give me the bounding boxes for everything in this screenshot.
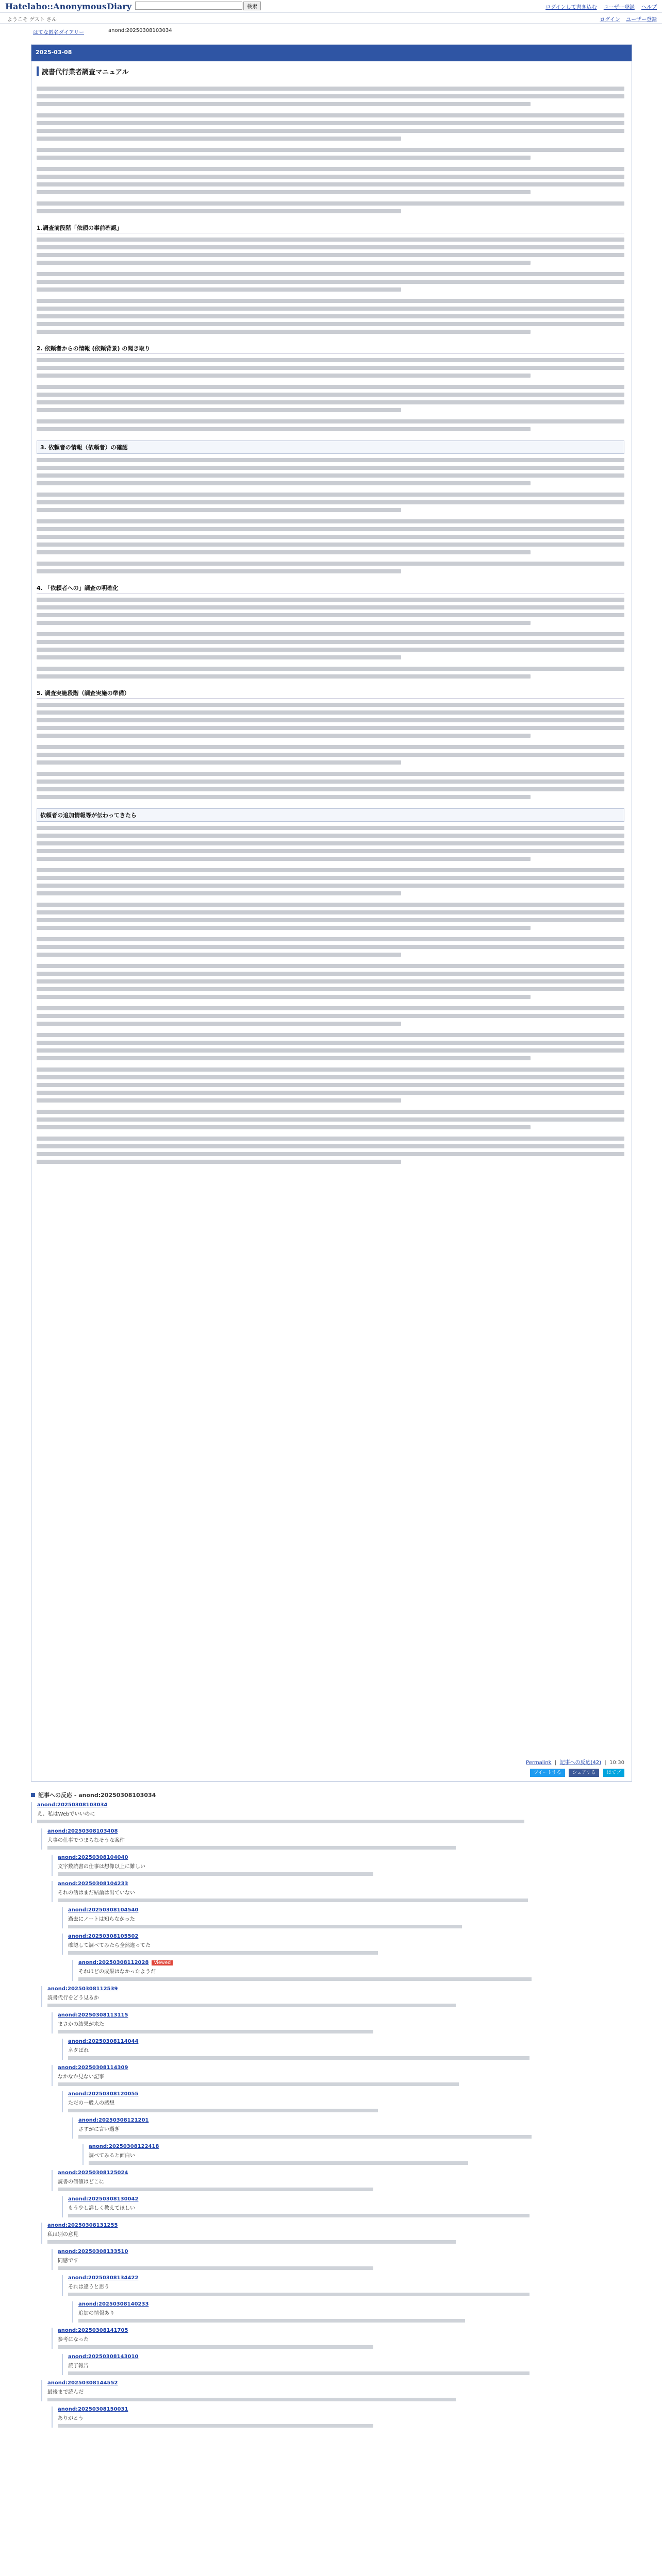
reaction-link[interactable]: anond:20250308104540 (68, 1907, 139, 1913)
reaction-item (41, 2223, 631, 2244)
share-facebook-button[interactable]: シェアする (569, 1769, 599, 1777)
reaction-link[interactable]: anond:20250308141705 (58, 2328, 128, 2333)
paragraph (37, 167, 624, 194)
section-heading: 1.調査前段階「依頼の事前確認」 (37, 223, 624, 233)
article-body (37, 83, 624, 1171)
reactions-link[interactable]: 記事への反応(42) (559, 1760, 602, 1766)
paragraph (37, 1110, 624, 1129)
permalink-link[interactable]: Permalink (526, 1760, 552, 1766)
paragraph (37, 148, 624, 160)
reaction-link[interactable]: anond:20250308114044 (68, 2039, 139, 2044)
reaction-item (82, 2144, 631, 2165)
paragraph (37, 868, 624, 895)
breadcrumb-current: anond:20250308103034 (108, 28, 172, 33)
top-link-register[interactable]: ユーザー登録 (603, 5, 635, 10)
reaction-head (58, 2249, 631, 2255)
reaction-link[interactable]: anond:20250308120055 (68, 2091, 139, 2097)
reaction-link[interactable]: anond:20250308114309 (58, 2065, 128, 2071)
reaction-head (68, 2196, 631, 2202)
sub-nav-links (595, 15, 657, 23)
reaction-item (52, 2170, 631, 2191)
reaction-item (62, 2196, 631, 2217)
reaction-item (52, 1855, 631, 1876)
paragraph (37, 937, 624, 957)
paragraph (37, 632, 624, 659)
reaction-item (62, 1934, 631, 1955)
reaction-text-line (68, 2293, 529, 2296)
reaction-text-line (68, 1925, 462, 1928)
reaction-item (52, 2249, 631, 2270)
reaction-text: 調べてみると面白い (89, 2153, 135, 2159)
search-button[interactable]: 検索 (243, 2, 261, 10)
reaction-text-line (58, 2188, 373, 2191)
reaction-link[interactable]: anond:20250308131255 (47, 2223, 118, 2228)
reaction-text: それの話はまだ結論は出ていない (58, 1890, 135, 1896)
breadcrumb (0, 27, 662, 37)
reaction-text-line (58, 2030, 373, 2033)
section-heading: 5. 調査実施段階（調査実施の準備） (37, 688, 624, 699)
paragraph (37, 519, 624, 554)
paragraph (37, 667, 624, 679)
reaction-tree-title: 記事への反応 - anond:20250308103034 (31, 1791, 631, 1799)
reaction-text-line (89, 2161, 468, 2165)
reaction-head (68, 1934, 631, 1939)
reaction-link[interactable]: anond:20250308122418 (89, 2144, 159, 2149)
search-input[interactable] (135, 2, 242, 10)
reaction-item (72, 1960, 631, 1981)
paragraph (37, 1137, 624, 1164)
article-box (31, 44, 632, 1782)
post-time: 10:30 (609, 1760, 624, 1766)
paragraph (37, 826, 624, 861)
reaction-link[interactable]: anond:20250308103034 (37, 1802, 108, 1808)
reaction-text: 同感です (58, 2258, 78, 2264)
reaction-item (41, 2380, 631, 2401)
reaction-link[interactable]: anond:20250308104040 (58, 1855, 128, 1860)
reaction-text-line (47, 2240, 456, 2244)
login-link[interactable]: ログイン (600, 17, 620, 23)
reaction-item (52, 2065, 631, 2086)
paragraph (37, 238, 624, 265)
paragraph (37, 299, 624, 334)
reaction-text-line (58, 2345, 373, 2349)
reaction-text: え、私はWebでいいのに (37, 1811, 95, 1817)
reaction-link[interactable]: anond:20250308112028 (78, 1960, 149, 1965)
reaction-text: 確認して調べてみたら全然違ってた (68, 1943, 151, 1948)
reaction-text-line (47, 2398, 456, 2401)
reaction-link[interactable]: anond:20250308150031 (58, 2406, 128, 2412)
reaction-head (68, 1907, 631, 1913)
paragraph (37, 562, 624, 573)
reaction-text: 読書の価値はどこに (58, 2179, 104, 2185)
paragraph (37, 87, 624, 106)
reaction-text-line (37, 1820, 524, 1823)
reaction-link[interactable]: anond:20250308125024 (58, 2170, 128, 2176)
reaction-head (68, 2275, 631, 2281)
reaction-item (52, 2328, 631, 2349)
reaction-head (37, 1802, 631, 1808)
article-title[interactable]: 読書代行業者調査マニュアル (37, 66, 128, 76)
reaction-text-line (78, 2319, 465, 2323)
reaction-text-line (58, 2082, 459, 2086)
reaction-item (62, 1907, 631, 1928)
reaction-head (47, 2380, 631, 2386)
paragraph (37, 458, 624, 485)
top-link-write[interactable]: ログインして書き込む (545, 5, 597, 10)
reaction-item (41, 1986, 631, 2007)
reaction-head (78, 2301, 631, 2307)
paragraph (37, 1006, 624, 1026)
section-heading: 2. 依頼者からの情報 (依頼背景) の聞き取り (37, 343, 624, 354)
reaction-text: なかなか見ない記事 (58, 2074, 104, 2080)
share-hatebu-button[interactable]: はてブ (603, 1769, 624, 1777)
reaction-item (52, 2406, 631, 2428)
reaction-text-line (78, 2135, 532, 2139)
article-header-bar (31, 45, 632, 61)
paragraph (37, 1033, 624, 1060)
top-link-help[interactable]: ヘルプ (641, 5, 657, 10)
reaction-head (68, 2354, 631, 2360)
welcome-text: ようこそ ゲスト さん (7, 17, 57, 23)
square-icon (31, 1793, 35, 1797)
reaction-text: 追加の情報あり (78, 2311, 114, 2316)
breadcrumb-home[interactable]: はてな匿名ダイアリー (33, 30, 85, 36)
section-heading: 依頼者の追加情報等が伝わってきたら (37, 808, 624, 822)
site-logo[interactable]: Hatelabo::AnonymousDiary (5, 2, 132, 11)
reaction-text-line (68, 2214, 529, 2217)
reaction-tree (31, 1791, 631, 2433)
section-heading: 4. 「依頼者への」調査の明確化 (37, 583, 624, 594)
reaction-text: 参考になった (58, 2337, 89, 2343)
reaction-item (72, 2301, 631, 2323)
paragraph (37, 358, 624, 378)
reaction-text: まさかの結果が来た (58, 2022, 104, 2027)
reaction-text: 私は別の意見 (47, 2232, 78, 2238)
reaction-text-line (68, 1951, 378, 1955)
paragraph (37, 385, 624, 412)
reaction-head (68, 2039, 631, 2044)
reaction-head (78, 1960, 631, 1965)
reaction-head (78, 2117, 631, 2123)
reaction-head (58, 1881, 631, 1887)
register-link[interactable]: ユーザー登録 (626, 17, 657, 23)
reaction-item (52, 2012, 631, 2033)
top-bar (0, 0, 662, 13)
reaction-item (62, 2275, 631, 2296)
reaction-text: 大事の仕事でつまらなそうな案件 (47, 1838, 125, 1843)
reaction-head (58, 2406, 631, 2412)
paragraph (37, 745, 624, 765)
reaction-text-line (58, 2424, 373, 2428)
reaction-head (47, 2223, 631, 2228)
reaction-item (52, 1881, 631, 1902)
reaction-head (58, 2328, 631, 2333)
reaction-list (31, 1802, 631, 2428)
reaction-text: それほどの成果はなかったようだ (78, 1969, 156, 1975)
reaction-head (47, 1828, 631, 1834)
reaction-text: ネタばれ (68, 2048, 89, 2054)
paragraph (37, 419, 624, 431)
paragraph (37, 903, 624, 930)
reaction-text-line (68, 2371, 529, 2375)
reaction-head (58, 2065, 631, 2071)
paragraph (37, 1067, 624, 1103)
reaction-head (58, 2012, 631, 2018)
reaction-text: 読書代行をどう見るか (47, 1995, 99, 2001)
reaction-link[interactable]: anond:20250308113115 (58, 2012, 128, 2018)
reaction-link[interactable]: anond:20250308144552 (47, 2380, 118, 2386)
top-links (540, 3, 657, 10)
reaction-text: 過去にノートは知らなかった (68, 1917, 135, 1922)
reaction-text: 最後まで読んだ (47, 2389, 84, 2395)
paragraph (37, 964, 624, 999)
reaction-text-line (58, 1872, 373, 1876)
reaction-link[interactable]: anond:20250308140233 (78, 2301, 149, 2307)
reaction-item (41, 1828, 631, 1850)
reaction-link[interactable]: anond:20250308105502 (68, 1934, 139, 1939)
share-buttons (528, 1768, 624, 1777)
reaction-text-line (58, 1899, 528, 1902)
permalink-row: Permalink | 記事への反応(42) | 10:30 (526, 1760, 624, 1766)
reaction-head (89, 2144, 631, 2149)
reaction-text: もう少し詳しく教えてほしい (68, 2206, 135, 2211)
section-heading: 3. 依頼者の情報（依頼者）の確認 (37, 440, 624, 454)
reaction-link[interactable]: anond:20250308133510 (58, 2249, 128, 2255)
reaction-link[interactable]: anond:20250308104233 (58, 1881, 128, 1887)
reaction-head (58, 1855, 631, 1860)
paragraph (37, 113, 624, 141)
reaction-link[interactable]: anond:20250308143010 (68, 2354, 139, 2360)
reaction-text: 文字数読書の仕事は想像以上に難しい (58, 1864, 145, 1870)
reaction-head (47, 1986, 631, 1992)
reaction-item (62, 2354, 631, 2375)
reaction-tag: Viewed (152, 1960, 173, 1965)
reaction-text-line (47, 1846, 456, 1850)
reaction-text: ただの一般人の感想 (68, 2100, 114, 2106)
paragraph (37, 772, 624, 799)
reaction-text: それは違うと思う (68, 2284, 109, 2290)
paragraph (37, 703, 624, 738)
reaction-text-line (58, 2266, 373, 2270)
reaction-item (72, 2117, 631, 2139)
reaction-head (58, 2170, 631, 2176)
sub-nav (0, 13, 662, 24)
reaction-link[interactable]: anond:20250308130042 (68, 2196, 139, 2202)
reaction-link[interactable]: anond:20250308103408 (47, 1828, 118, 1834)
reaction-text-line (68, 2056, 529, 2060)
reaction-link[interactable]: anond:20250308112539 (47, 1986, 118, 1992)
reaction-link[interactable]: anond:20250308121201 (78, 2117, 149, 2123)
reaction-item (62, 2039, 631, 2060)
reaction-head (68, 2091, 631, 2097)
paragraph (37, 201, 624, 213)
reaction-text: さすがに言い過ぎ (78, 2127, 120, 2132)
reaction-item (62, 2091, 631, 2112)
paragraph (37, 272, 624, 292)
share-twitter-button[interactable]: ツイートする (530, 1769, 565, 1777)
reaction-text: 読了報告 (68, 2363, 89, 2369)
reaction-text-line (78, 1977, 532, 1981)
reaction-text-line (47, 2004, 456, 2007)
reaction-text: ありがとう (58, 2416, 84, 2421)
paragraph (37, 598, 624, 625)
reaction-link[interactable]: anond:20250308134422 (68, 2275, 139, 2281)
reaction-text-line (68, 2109, 378, 2112)
paragraph (37, 493, 624, 512)
reaction-item (31, 1802, 631, 1823)
article-date: 2025-03-08 (36, 49, 72, 56)
